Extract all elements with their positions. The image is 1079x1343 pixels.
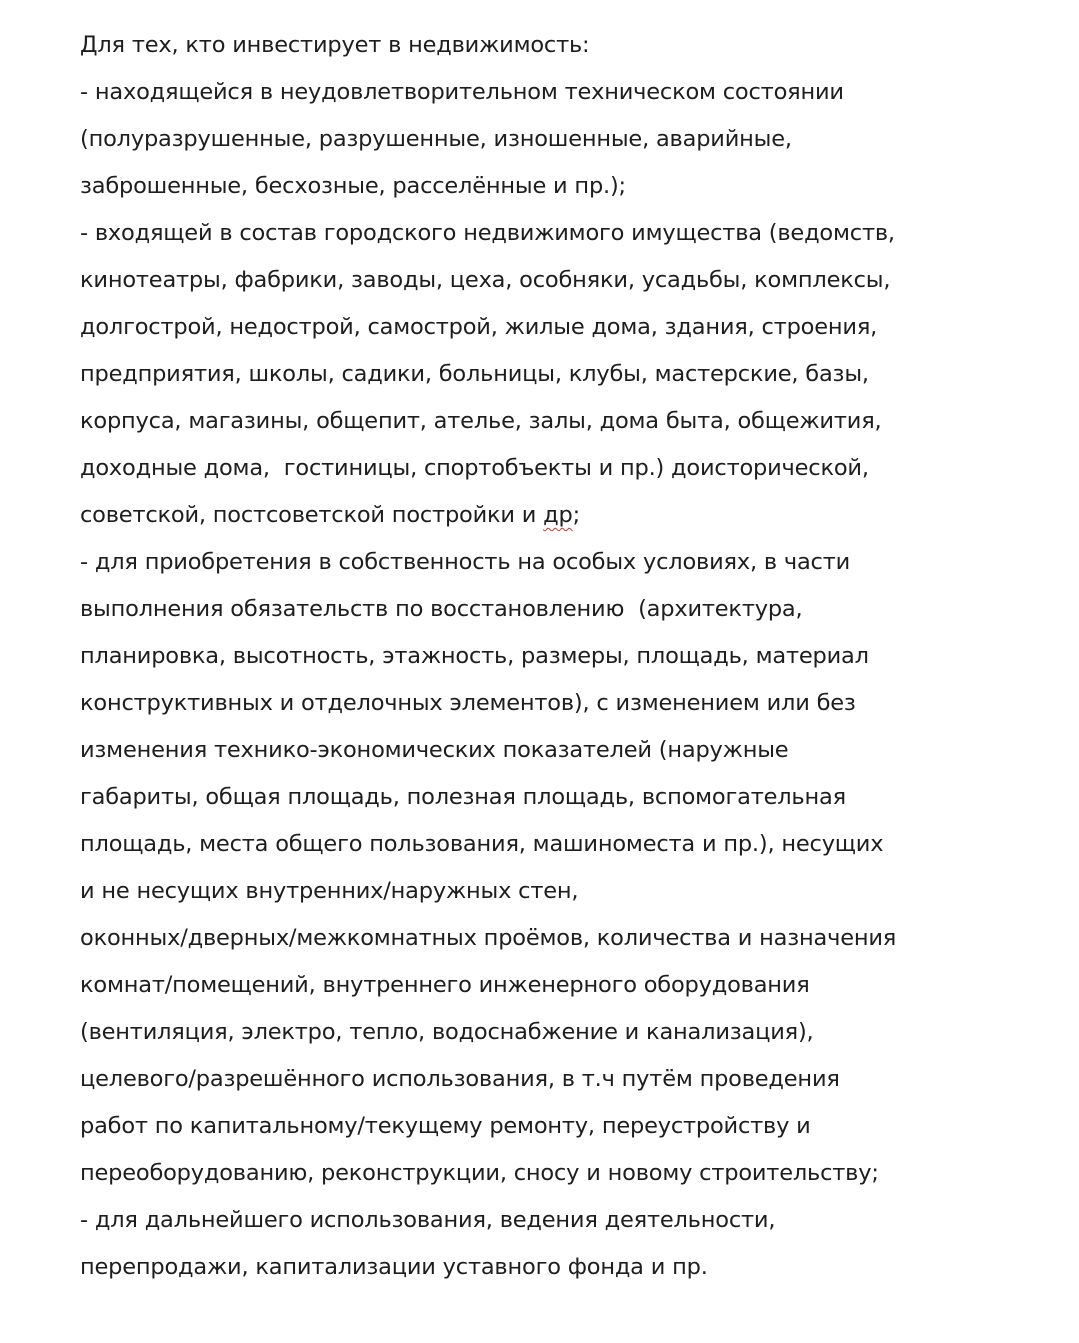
text-line-7: долгострой, недострой, самострой, жилые дома, здания, строения, bbox=[80, 314, 878, 340]
text-line-26: - для дальнейшего использования, ведения деятельности, bbox=[80, 1207, 776, 1233]
text-line-21: комнат/помещений, внутреннего инженерного оборудования bbox=[80, 972, 810, 998]
text-line-4: заброшенные, бесхозные, расселённые и пр.); bbox=[80, 173, 626, 199]
text-line-6: кинотеатры, фабрики, заводы, цеха, особняки, усадьбы, комплексы, bbox=[80, 267, 891, 293]
text-line-24: работ по капитальному/текущему ремонту, переустройству и bbox=[80, 1113, 811, 1139]
text-line-12: - для приобретения в собственность на особых условиях, в части bbox=[80, 549, 851, 575]
text-line-16: изменения технико-экономических показателей (наружные bbox=[80, 737, 789, 763]
text-line-27: перепродажи, капитализации уставного фонда и пр. bbox=[80, 1254, 708, 1280]
text-line-10: доходные дома, гостиницы, спортобъекты и пр.) доисторической, bbox=[80, 455, 869, 481]
text-line-2: - находящейся в неудовлетворительном техническом состоянии bbox=[80, 79, 844, 105]
text-line-22: (вентиляция, электро, тепло, водоснабжение и канализация), bbox=[80, 1019, 814, 1045]
text-line-11-start: советской, постсоветской постройки и bbox=[80, 502, 544, 528]
text-line-11-end: ; bbox=[572, 502, 581, 528]
document-body[interactable] bbox=[80, 22, 1040, 1291]
text-line-25: переоборудованию, реконструкции, сносу и новому строительству; bbox=[80, 1160, 879, 1186]
text-line-8: предприятия, школы, садики, больницы, клубы, мастерские, базы, bbox=[80, 361, 869, 387]
text-line-11 bbox=[80, 492, 1040, 539]
text-line-23: целевого/разрешённого использования, в т.ч путём проведения bbox=[80, 1066, 840, 1092]
text-line-19: и не несущих внутренних/наружных стен, bbox=[80, 878, 579, 904]
spellcheck-flagged-word[interactable]: др bbox=[543, 502, 573, 528]
text-line-1: Для тех, кто инвестирует в недвижимость: bbox=[80, 32, 590, 58]
text-line-18: площадь, места общего пользования, машиноместа и пр.), несущих bbox=[80, 831, 884, 857]
text-line-15: конструктивных и отделочных элементов), с изменением или без bbox=[80, 690, 856, 716]
text-line-20: оконных/дверных/межкомнатных проёмов, количества и назначения bbox=[80, 925, 897, 951]
text-line-5: - входящей в состав городского недвижимого имущества (ведомств, bbox=[80, 220, 895, 246]
text-line-14: планировка, высотность, этажность, размеры, площадь, материал bbox=[80, 643, 869, 669]
text-line-9: корпуса, магазины, общепит, ателье, залы, дома быта, общежития, bbox=[80, 408, 882, 434]
text-line-17: габариты, общая площадь, полезная площадь, вспомогательная bbox=[80, 784, 846, 810]
text-line-3: (полуразрушенные, разрушенные, изношенные, аварийные, bbox=[80, 126, 792, 152]
text-line-13: выполнения обязательств по восстановлению (архитектура, bbox=[80, 596, 803, 622]
